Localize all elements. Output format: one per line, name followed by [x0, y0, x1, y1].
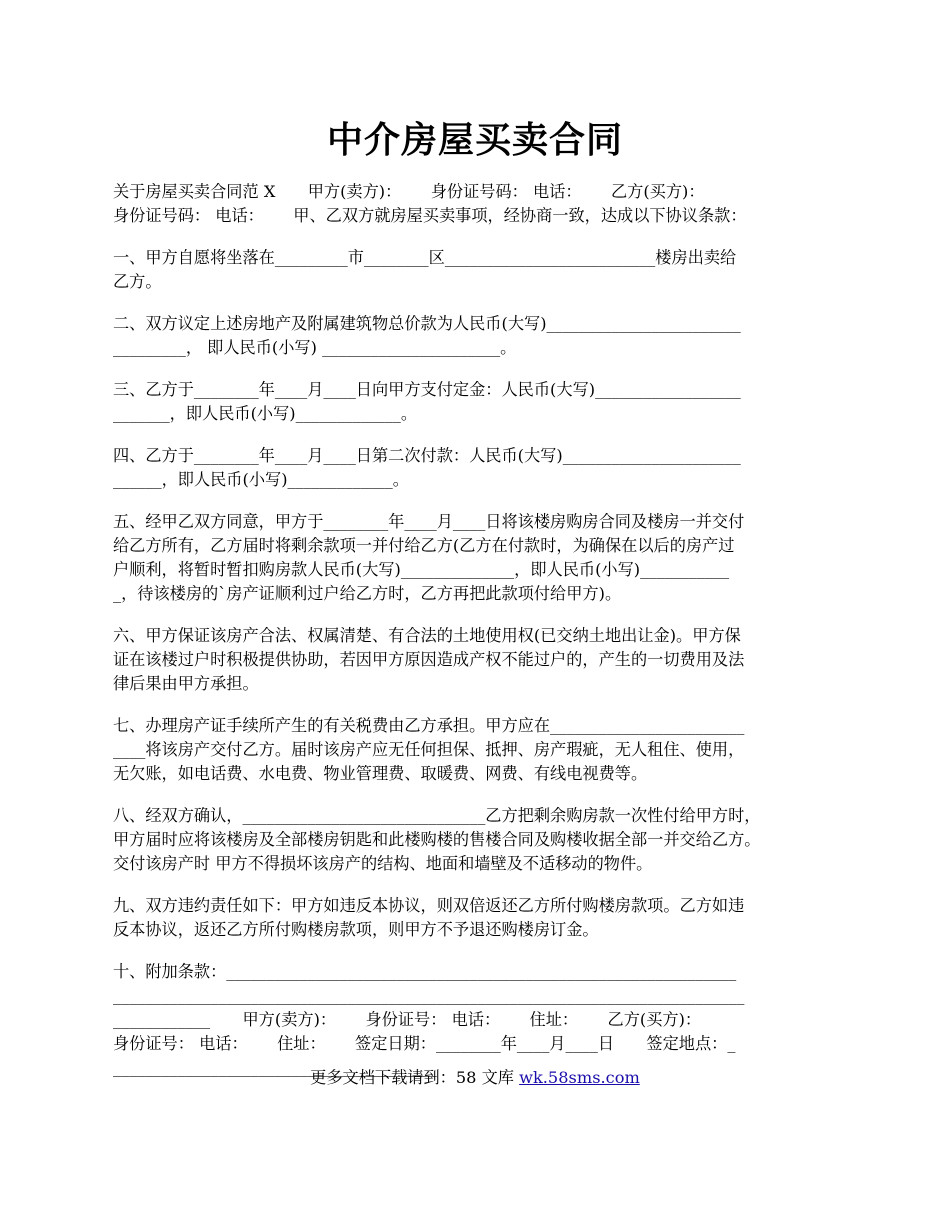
paragraph-line: 给乙方所有，乙方届时将剩余款项一并付给乙方(乙方在付款时，为确保在以后的房产过: [113, 536, 735, 555]
paragraph-line: 户顺利，将暂时暂扣购房款人民币(大写)______________，即人民币(小写)___________: [113, 560, 730, 579]
paragraph-line: _，待该楼房的`房产证顺利过户给乙方时，乙方再把此款项付给甲方)。: [113, 584, 622, 603]
contract-body: [113, 180, 843, 1098]
paragraph-line: 九、双方违约责任如下：甲方如违反本协议，则双倍返还乙方所付购楼房款项。乙方如违: [113, 896, 745, 915]
contract-paragraph: [113, 510, 843, 606]
paragraph-line: _______，即人民币(小写)_____________。: [113, 404, 418, 423]
paragraph-line: 身份证号： 电话： 住址： 签定日期：________年____月____日 签定地点：_: [113, 1034, 736, 1053]
contract-paragraph: [113, 180, 843, 228]
paragraph-line: 律后果由甲方承担。: [113, 674, 259, 693]
page-title: 中介房屋买卖合同: [326, 120, 623, 161]
contract-paragraph: [113, 714, 843, 786]
paragraph-line: 关于房屋买卖合同范 X 甲方(卖方)： 身份证号码： 电话： 乙方(买方)：: [113, 182, 705, 201]
contract-paragraph: [113, 624, 843, 696]
paragraph-line: 乙方。: [113, 272, 162, 291]
paragraph-line: ________________________________________: [113, 1058, 437, 1077]
footer-text: 更多文档下载请到：58 文库: [310, 1068, 520, 1087]
contract-paragraph: [113, 960, 843, 1080]
paragraph-line: 甲方届时应将该楼房及全部楼房钥匙和此楼购楼的售楼合同及购楼收据全部一并交给乙方。: [113, 830, 761, 849]
paragraph-line: ______________________________________________________________________________: [113, 986, 745, 1005]
paragraph-line: 反本协议，返还乙方所付购楼房款项，则甲方不予退还购楼房订金。: [113, 920, 599, 939]
contract-paragraph: [113, 312, 843, 360]
paragraph-line: 无欠账，如电话费、水电费、物业管理费、取暖费、网费、有线电视费等。: [113, 764, 648, 783]
paragraph-line: 一、甲方自愿将坐落在_________市________区__________________________楼房出卖给: [113, 248, 737, 267]
paragraph-line: 八、经双方确认，______________________________乙方把剩余购房款一次性付给甲方时，: [113, 806, 761, 825]
contract-paragraph: [113, 246, 843, 294]
paragraph-line: _________， 即人民币(小写) ______________________。: [113, 338, 517, 357]
contract-paragraph: [113, 378, 843, 426]
paragraph-line: 十、附加条款：_______________________________________________________________: [113, 962, 737, 981]
paragraph-line: 三、乙方于________年____月____日向甲方支付定金：人民币(大写)__________________: [113, 380, 741, 399]
contract-paragraph: [113, 444, 843, 492]
paragraph-line: 七、办理房产证手续所产生的有关税费由乙方承担。甲方应在________________________: [113, 716, 745, 735]
paragraph-line: ______，即人民币(小写)_____________。: [113, 470, 409, 489]
contract-paragraph: [113, 804, 843, 876]
contract-paragraph: [113, 894, 843, 942]
paragraph-line: 二、双方议定上述房地产及附属建筑物总价款为人民币(大写)________________________: [113, 314, 741, 333]
paragraph-line: 六、甲方保证该房产合法、权属清楚、有合法的土地使用权(已交纳土地出让金)。甲方保: [113, 626, 741, 645]
paragraph-line: 五、经甲乙双方同意，甲方于________年____月____日将该楼房购房合同及楼房一并交付: [113, 512, 745, 531]
paragraph-line: ____________ 甲方(卖方)： 身份证号： 电话： 住址： 乙方(买方)：: [113, 1010, 702, 1029]
paragraph-line: 身份证号码： 电话： 甲、乙双方就房屋买卖事项，经协商一致，达成以下协议条款：: [113, 206, 747, 225]
paragraph-line: 证在该楼过户时积极提供协助，若因甲方原因造成产权不能过户的，产生的一切费用及法: [113, 650, 745, 669]
footer: [0, 1064, 950, 1088]
paragraph-line: ____将该房产交付乙方。届时该房产应无任何担保、抵押、房产瑕疵，无人租住、使用，: [113, 740, 745, 759]
paragraph-line: 四、乙方于________年____月____日第二次付款：人民币(大写)______________________: [113, 446, 741, 465]
paragraph-line: 交付该房产时 甲方不得损坏该房产的结构、地面和墙壁及不适移动的物件。: [113, 854, 653, 873]
footer-link[interactable]: wk.58sms.com: [519, 1068, 640, 1087]
